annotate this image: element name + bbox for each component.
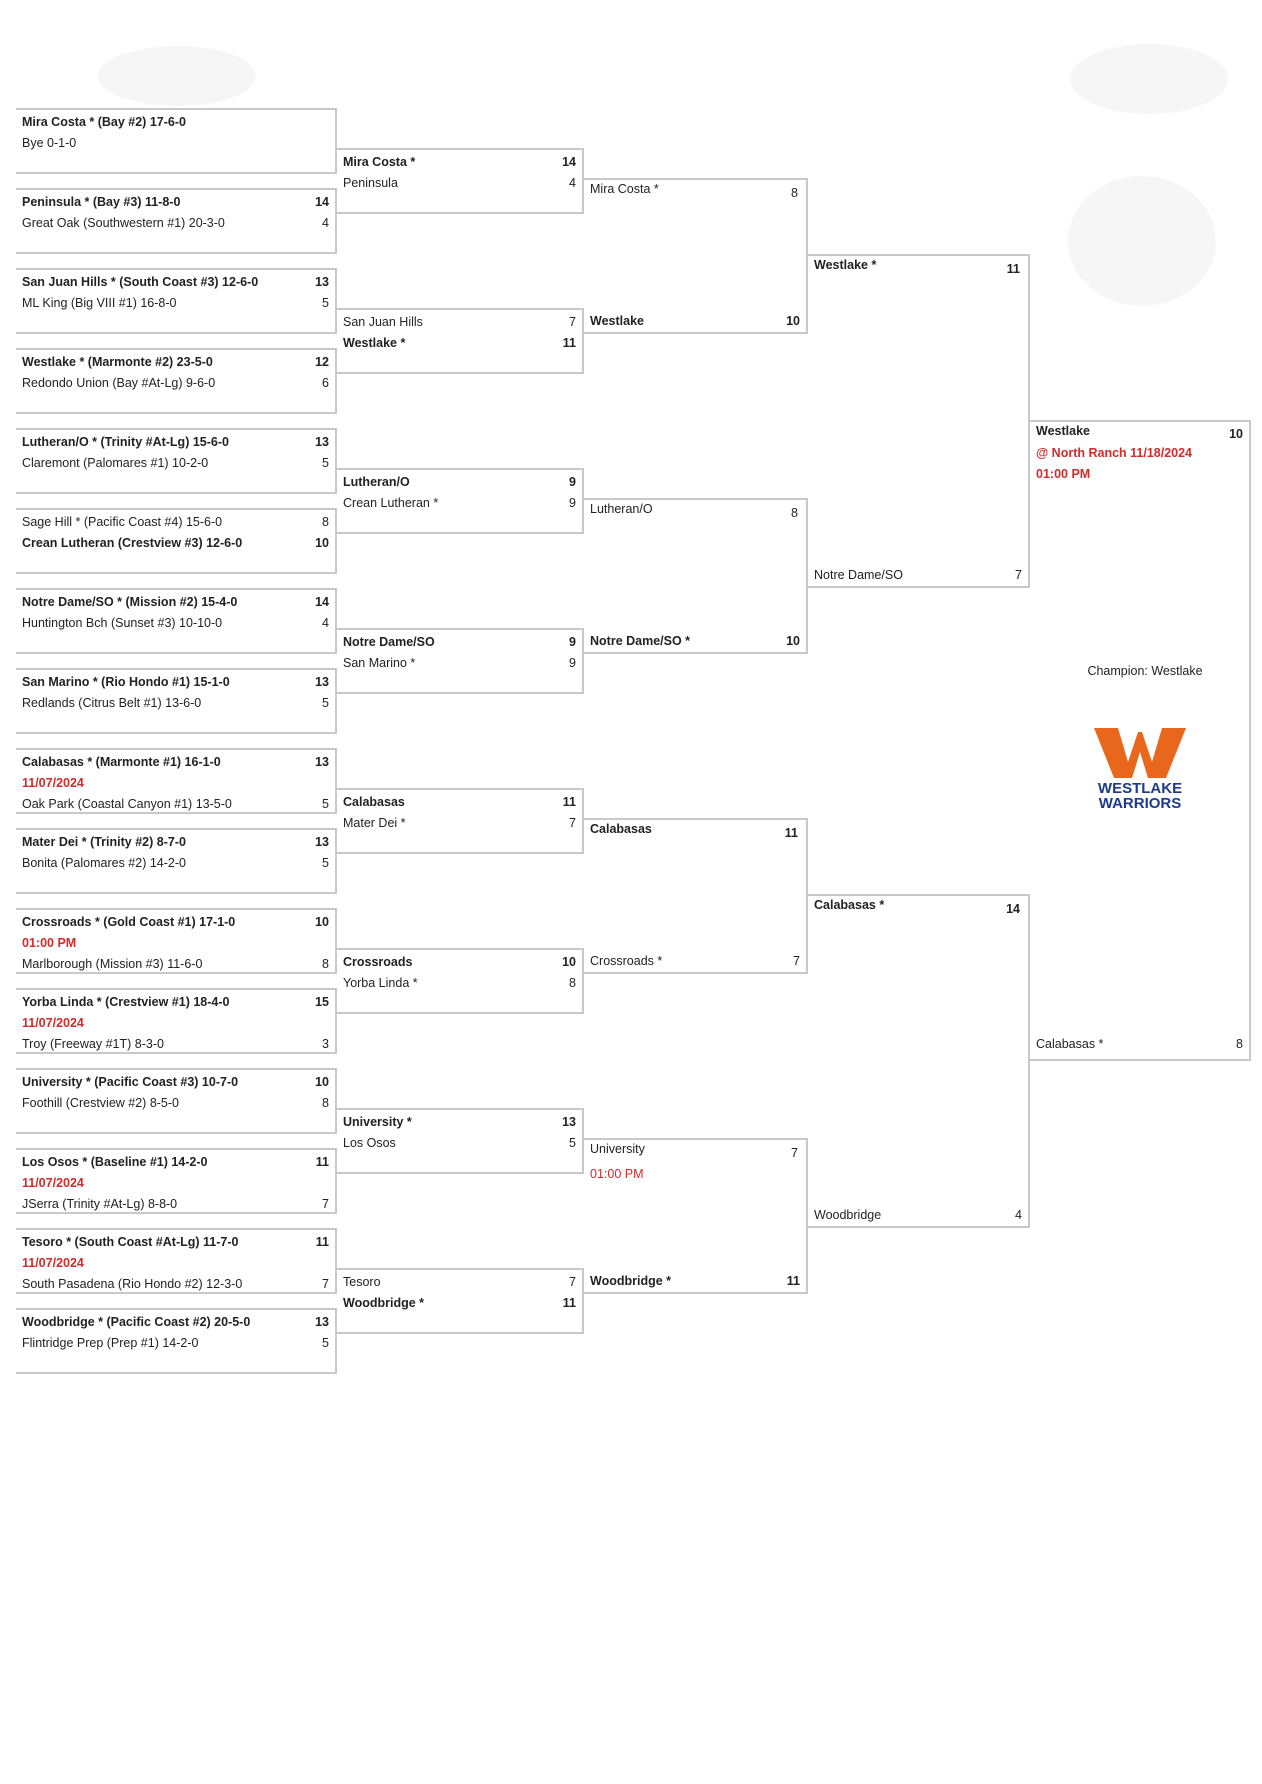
team-line	[22, 955, 329, 973]
team-name: San Marino *	[343, 656, 416, 670]
team-score: 7	[569, 816, 576, 830]
team-line	[22, 1334, 329, 1352]
match-box	[16, 828, 337, 894]
match-box	[16, 108, 337, 174]
team-name: Mira Costa * (Bay #2) 17-6-0	[22, 115, 186, 129]
team-name: Calabasas * (Marmonte #1) 16-1-0	[22, 755, 221, 769]
match-box	[16, 268, 337, 334]
team-score: 13	[315, 675, 329, 689]
match-box	[584, 178, 808, 334]
match-box	[337, 468, 584, 534]
team-name: Notre Dame/SO *	[590, 634, 691, 648]
team-name: Redlands (Citrus Belt #1) 13-6-0	[22, 696, 202, 710]
team-line	[814, 896, 1022, 914]
team-name: Lutheran/O * (Trinity #At-Lg) 15-6-0	[22, 435, 229, 449]
team-score: 10	[786, 314, 800, 328]
team-score: 14	[1006, 902, 1020, 916]
team-name: Tesoro * (South Coast #At-Lg) 11-7-0	[22, 1235, 239, 1249]
team-score: 10	[562, 955, 576, 969]
team-line	[22, 913, 329, 931]
team-name: Bonita (Palomares #2) 14-2-0	[22, 856, 186, 870]
team-score: 4	[569, 176, 576, 190]
team-score: 5	[322, 797, 329, 811]
team-name: San Marino * (Rio Hondo #1) 15-1-0	[22, 675, 230, 689]
match-note: 01:00 PM	[590, 1167, 644, 1181]
team-name: University	[590, 1142, 645, 1156]
team-name: Calabasas	[343, 795, 405, 809]
match-box	[337, 1268, 584, 1334]
team-name: University * (Pacific Coast #3) 10-7-0	[22, 1075, 239, 1089]
team-name: Marlborough (Mission #3) 11-6-0	[22, 957, 203, 971]
team-line	[814, 1206, 1022, 1224]
team-score: 6	[322, 376, 329, 390]
team-line	[22, 374, 329, 392]
team-score: 4	[322, 616, 329, 630]
team-name: Great Oak (Southwestern #1) 20-3-0	[22, 216, 225, 230]
team-line	[22, 993, 329, 1011]
match-note: 11/07/2024	[22, 1016, 84, 1030]
match-box	[808, 894, 1030, 1228]
team-name: Yorba Linda *	[343, 976, 418, 990]
team-score: 4	[322, 216, 329, 230]
team-name: Mira Costa *	[343, 155, 416, 169]
team-name: Woodbridge *	[590, 1274, 672, 1288]
team-name: Westlake *	[814, 258, 877, 272]
team-name: Los Osos * (Baseline #1) 14-2-0	[22, 1155, 208, 1169]
team-line	[590, 632, 800, 650]
match-box	[16, 188, 337, 254]
team-line	[22, 273, 329, 291]
logo-line-2: WARRIORS	[1098, 795, 1182, 812]
team-score: 11	[562, 1296, 576, 1310]
team-score: 14	[315, 595, 329, 609]
team-name: Troy (Freeway #1T) 8-3-0	[22, 1037, 164, 1051]
team-line	[22, 1073, 329, 1091]
background-smudge	[1068, 176, 1216, 306]
team-score: 7	[322, 1277, 329, 1291]
team-line	[22, 294, 329, 312]
team-line	[22, 1035, 329, 1053]
final-score-1: 10	[1229, 427, 1243, 441]
match-note: 11/07/2024	[22, 776, 84, 790]
team-name: Westlake	[590, 314, 644, 328]
team-line	[343, 1113, 576, 1131]
team-line	[22, 113, 329, 131]
team-score: 11	[786, 1274, 800, 1288]
team-score: 8	[322, 1096, 329, 1110]
team-line	[343, 953, 576, 971]
team-name: Notre Dame/SO	[814, 568, 903, 582]
team-line	[590, 1272, 800, 1290]
match-box	[16, 1308, 337, 1374]
team-name: Westlake *	[343, 336, 406, 350]
background-smudge	[1070, 44, 1228, 114]
team-score: 15	[315, 995, 329, 1009]
team-line	[590, 820, 800, 838]
match-box	[16, 348, 337, 414]
team-score: 13	[562, 1115, 576, 1129]
team-score: 7	[791, 1146, 798, 1160]
team-score: 9	[569, 475, 576, 489]
team-score: 12	[315, 355, 329, 369]
team-name: Lutheran/O	[343, 475, 410, 489]
team-line	[22, 454, 329, 472]
team-score: 9	[569, 496, 576, 510]
team-score: 14	[562, 155, 576, 169]
match-box	[16, 668, 337, 734]
team-line	[22, 614, 329, 632]
team-line	[590, 1140, 800, 1158]
team-name: Sage Hill * (Pacific Coast #4) 15-6-0	[22, 515, 223, 529]
team-line	[22, 193, 329, 211]
match-box	[16, 908, 337, 974]
team-line	[343, 153, 576, 171]
team-line	[22, 1195, 329, 1213]
team-name: San Juan Hills	[343, 315, 423, 329]
final-team-2: Calabasas *	[1036, 1037, 1104, 1051]
team-score: 13	[315, 435, 329, 449]
team-score: 10	[315, 1075, 329, 1089]
team-line	[22, 854, 329, 872]
team-score: 11	[315, 1235, 329, 1249]
team-line	[22, 795, 329, 813]
team-name: Peninsula	[343, 176, 398, 190]
team-score: 7	[793, 954, 800, 968]
team-score: 8	[791, 186, 798, 200]
match-box	[16, 428, 337, 494]
team-name: San Juan Hills * (South Coast #3) 12-6-0	[22, 275, 259, 289]
team-name: Mater Dei * (Trinity #2) 8-7-0	[22, 835, 186, 849]
team-line	[22, 833, 329, 851]
match-box	[337, 308, 584, 374]
team-name: Woodbridge *	[343, 1296, 425, 1310]
team-name: Oak Park (Coastal Canyon #1) 13-5-0	[22, 797, 232, 811]
team-score: 5	[322, 456, 329, 470]
background-smudge	[98, 46, 256, 106]
team-name: Notre Dame/SO	[343, 635, 435, 649]
match-note: 11/07/2024	[22, 1256, 84, 1270]
match-box	[584, 1138, 808, 1294]
team-score: 13	[315, 835, 329, 849]
team-score: 13	[315, 1315, 329, 1329]
team-score: 14	[315, 195, 329, 209]
team-line	[343, 494, 576, 512]
team-line	[343, 793, 576, 811]
match-box	[337, 788, 584, 854]
team-line	[22, 513, 329, 531]
team-name: Crossroads * (Gold Coast #1) 17-1-0	[22, 915, 236, 929]
match-box	[16, 988, 337, 1054]
team-name: Los Osos	[343, 1136, 396, 1150]
team-name: Peninsula * (Bay #3) 11-8-0	[22, 195, 181, 209]
match-box	[16, 1068, 337, 1134]
team-score: 5	[322, 1336, 329, 1350]
match-box	[337, 948, 584, 1014]
team-line	[343, 1273, 576, 1291]
team-score: 9	[569, 635, 576, 649]
team-score: 7	[322, 1197, 329, 1211]
team-line	[343, 174, 576, 192]
team-line	[590, 952, 800, 970]
team-name: Crossroads	[343, 955, 413, 969]
team-line	[22, 1094, 329, 1112]
team-score: 10	[315, 915, 329, 929]
team-line	[22, 694, 329, 712]
match-box	[337, 628, 584, 694]
team-line	[22, 134, 329, 152]
w-letter-icon	[1094, 728, 1186, 778]
westlake-warriors-logo	[1090, 722, 1190, 812]
team-score: 11	[562, 336, 576, 350]
match-box	[584, 818, 808, 974]
team-line	[343, 1294, 576, 1312]
team-name: Crean Lutheran *	[343, 496, 439, 510]
team-score: 3	[322, 1037, 329, 1051]
team-line	[343, 334, 576, 352]
team-line	[22, 1313, 329, 1331]
team-name: Tesoro	[343, 1275, 381, 1289]
team-name: Woodbridge * (Pacific Coast #2) 20-5-0	[22, 1315, 251, 1329]
match-box	[16, 1148, 337, 1214]
team-line	[22, 1153, 329, 1171]
team-score: 5	[569, 1136, 576, 1150]
team-score: 11	[562, 795, 576, 809]
team-name: Foothill (Crestview #2) 8-5-0	[22, 1096, 179, 1110]
team-name: South Pasadena (Rio Hondo #2) 12-3-0	[22, 1277, 243, 1291]
team-score: 10	[315, 536, 329, 550]
team-score: 7	[569, 315, 576, 329]
team-name: University *	[343, 1115, 412, 1129]
team-score: 10	[786, 634, 800, 648]
team-score: 13	[315, 275, 329, 289]
team-line	[22, 214, 329, 232]
team-name: Bye 0-1-0	[22, 136, 77, 150]
team-score: 8	[791, 506, 798, 520]
team-name: Mira Costa *	[590, 182, 659, 196]
team-name: JSerra (Trinity #At-Lg) 8-8-0	[22, 1197, 178, 1211]
team-score: 7	[569, 1275, 576, 1289]
team-line	[590, 500, 800, 518]
final-team-1: Westlake	[1036, 424, 1090, 438]
team-score: 7	[1015, 568, 1022, 582]
final-location: @ North Ranch 11/18/2024	[1036, 446, 1193, 460]
match-box	[16, 508, 337, 574]
match-box	[16, 748, 337, 814]
match-note: 11/07/2024	[22, 1176, 84, 1190]
team-line	[343, 654, 576, 672]
team-score: 11	[1006, 262, 1020, 276]
team-line	[22, 1275, 329, 1293]
team-line	[22, 593, 329, 611]
team-score: 8	[322, 515, 329, 529]
team-line	[343, 1134, 576, 1152]
team-line	[343, 814, 576, 832]
team-score: 8	[569, 976, 576, 990]
team-line	[22, 433, 329, 451]
team-line	[343, 313, 576, 331]
team-name: Crossroads *	[590, 954, 663, 968]
match-box	[337, 148, 584, 214]
match-box	[16, 588, 337, 654]
team-name: Woodbridge	[814, 1208, 882, 1222]
match-box	[16, 1228, 337, 1294]
team-line	[22, 673, 329, 691]
team-name: Flintridge Prep (Prep #1) 14-2-0	[22, 1336, 199, 1350]
team-line	[22, 753, 329, 771]
team-line	[814, 256, 1022, 274]
team-name: Lutheran/O	[590, 502, 653, 516]
team-name: Redondo Union (Bay #At-Lg) 9-6-0	[22, 376, 216, 390]
team-score: 5	[322, 856, 329, 870]
team-name: Calabasas *	[814, 898, 885, 912]
team-score: 11	[315, 1155, 329, 1169]
team-score: 5	[322, 296, 329, 310]
team-line	[343, 974, 576, 992]
team-line	[22, 353, 329, 371]
logo-line-1: WESTLAKE	[1097, 780, 1183, 797]
match-box	[337, 1108, 584, 1174]
team-line	[590, 180, 800, 198]
champion-label: Champion: Westlake	[1087, 664, 1203, 678]
team-line	[590, 312, 800, 330]
final-score-2: 8	[1236, 1037, 1243, 1051]
team-score: 11	[784, 826, 798, 840]
match-note: 01:00 PM	[22, 936, 77, 950]
team-score: 9	[569, 656, 576, 670]
team-score: 8	[322, 957, 329, 971]
match-box	[584, 498, 808, 654]
team-name: ML King (Big VIII #1) 16-8-0	[22, 296, 177, 310]
team-name: Mater Dei *	[343, 816, 406, 830]
team-score: 4	[1015, 1208, 1022, 1222]
team-line	[343, 473, 576, 491]
team-name: Notre Dame/SO * (Mission #2) 15-4-0	[22, 595, 238, 609]
team-name: Yorba Linda * (Crestview #1) 18-4-0	[22, 995, 230, 1009]
team-name: Claremont (Palomares #1) 10-2-0	[22, 456, 209, 470]
match-box	[808, 254, 1030, 588]
team-score: 13	[315, 755, 329, 769]
final-time: 01:00 PM	[1036, 467, 1091, 481]
team-name: Calabasas	[590, 822, 652, 836]
team-line	[22, 1233, 329, 1251]
team-line	[814, 566, 1022, 584]
team-name: Huntington Bch (Sunset #3) 10-10-0	[22, 616, 223, 630]
team-name: Crean Lutheran (Crestview #3) 12-6-0	[22, 536, 243, 550]
team-line	[22, 534, 329, 552]
team-name: Westlake * (Marmonte #2) 23-5-0	[22, 355, 213, 369]
team-score: 5	[322, 696, 329, 710]
team-line	[343, 633, 576, 651]
